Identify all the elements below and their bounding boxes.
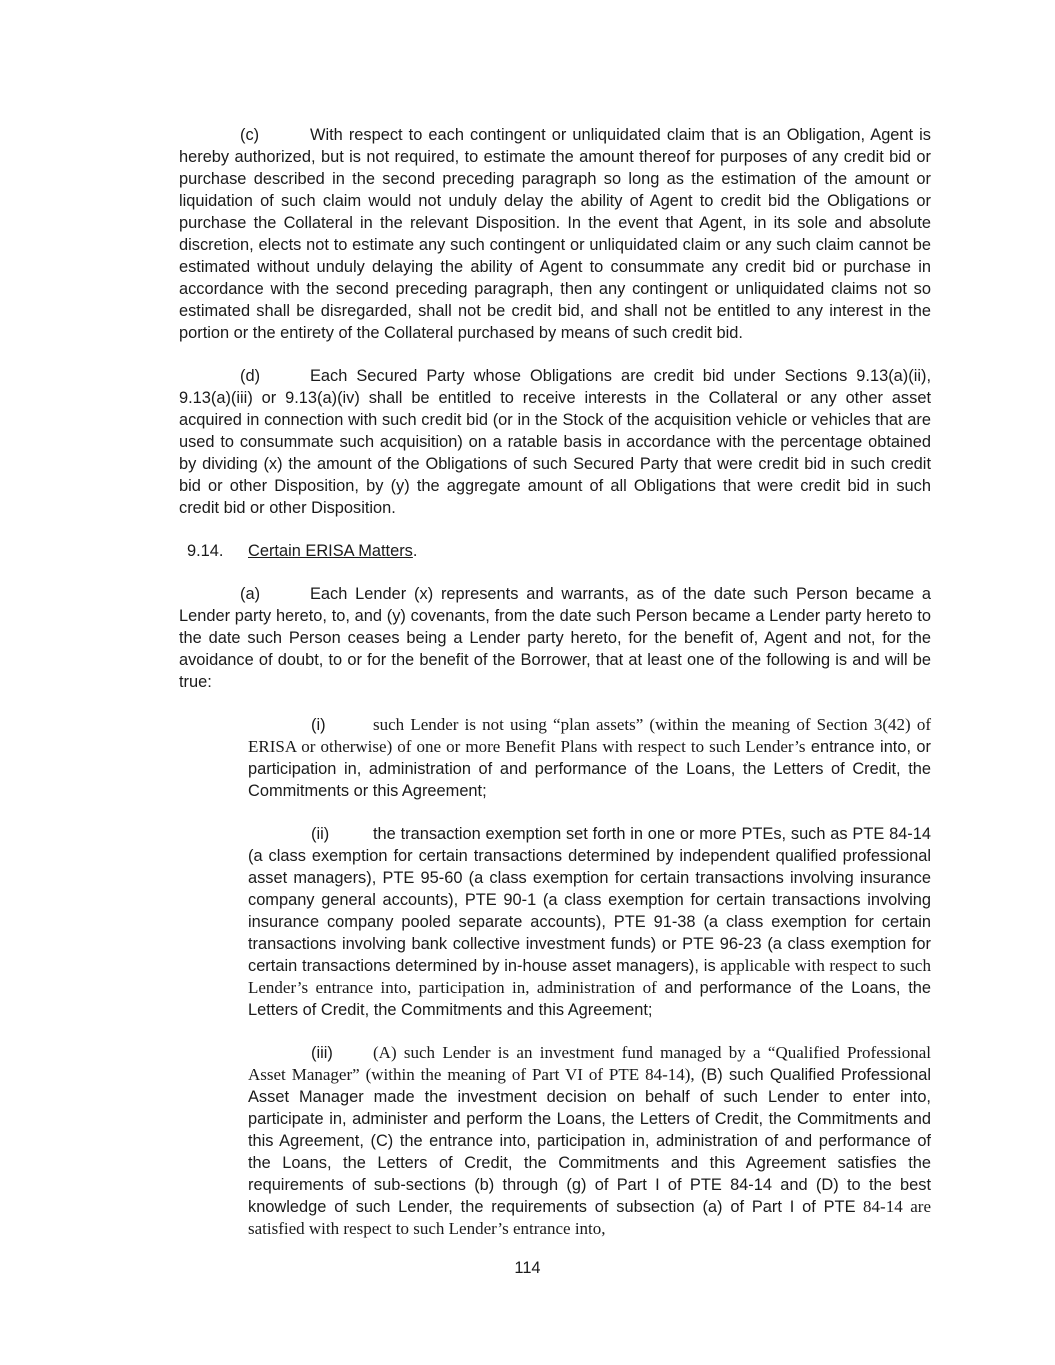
subparagraph-iii [248,1042,931,1240]
paragraph-text: Each Secured Party whose Obligations are credit bid under Sections 9.13(a)(ii), 9.13(a)(iii) or 9.13(a)(iv) shall be entitled to receive interests in the Collateral or any other asset acquired in connection with such credit bid (or in the Stock of the acquisition vehicle or vehicles that are used to consummate such acquisition) on a ratable basis in accordance with the percentage obtained by dividing (x) the amount of the Obligations of such Secured Party that were credit bid in such credit bid or other Disposition, by (y) the aggregate amount of all Obligations that were credit bid in such credit bid or other Disposition. [179,367,931,517]
paragraph-c [179,124,931,344]
paragraph-label: (a) [240,585,261,603]
subparagraph-text-serif: (A) such Lender is an investment fund managed by a “Qualified Professional Asset Manager” (within the meaning of Part VI of PTE 84-14), [248,1043,931,1084]
paragraph-text: With respect to each contingent or unliquidated claim that is an Obligation, Agent is hereby authorized, but is not required, to estimate the amount thereof for purposes of any credit bid or purchase described in the second preceding paragraph so long as the estimation of the amount or liquidation of such claim would not unduly delay the ability of Agent to credit bid the Obligations or purchase the Collateral in the relevant Disposition. In the event that Agent, in its sole and absolute discretion, elects not to estimate any such contingent or unliquidated claim or any such claim cannot be estimated without unduly delaying the ability of Agent to consummate any credit bid or purchase in accordance with the second preceding paragraph, then any contingent or unliquidated claims not so estimated shall be disregarded, shall not be credit bid, and shall not be entitled to any interest in the portion or the entirety of the Collateral purchased by means of such credit bid. [179,126,931,342]
document-page [179,124,931,1261]
section-title: Certain ERISA Matters [248,542,413,560]
subparagraph-text: the transaction exemption set forth in one or more PTEs, such as PTE 84-14 (a class exemption for certain transactions determined by independent qualified professional asset managers), PTE 95-60 (a class exemption for certain transactions involving insurance company general accounts), PTE 90-1 (a class exemption for certain transactions involving insurance company pooled separate accounts), PTE 91-38 (a class exemption for certain transactions involving bank collective investment funds) or PTE 96-23 (a class exemption for certain transactions determined by in-house asset managers), is [248,825,931,975]
subparagraph-ii [248,823,931,1021]
subparagraph-text-serif: applicable with respect to such Lender’s entrance into, participation in, administration of [248,956,931,997]
paragraph-label: (d) [240,367,261,385]
subparagraph-text: entrance into, or participation in, administration of and performance of the Loans, the Letters of Credit, the Commitments or this Agreement; [248,738,931,800]
subparagraph-text-end: and performance of the Loans, the Letters of Credit, the Commitments and this Agreement; [248,979,932,1019]
subparagraph-i [248,714,931,802]
subparagraph-text: (B) such Qualified Professional Asset Manager made the investment decision on behalf of such Lender to enter into, participate in, administer and perform the Loans, the Letters of Credit, the Commitments and this Agreement, (C) the entrance into, participation in, administration of and performance of the Loans, the Letters of Credit, the Commitments and this Agreement satisfies the requirements of sub-sections (b) through (g) of Part I of PTE 84-14 and (D) to the best knowledge of such Lender, the requirements of subsection (a) of Part I of PTE [248,1066,931,1216]
subparagraph-label: (i) [311,716,326,734]
subparagraph-label: (iii) [311,1044,333,1062]
page-number: 114 [514,1259,541,1277]
paragraph-a [179,583,931,693]
section-heading [187,540,931,562]
section-number: 9.14. [187,542,224,560]
paragraph-label: (c) [240,126,260,144]
subparagraph-text-serif: such Lender is not using “plan assets” (within the meaning of Section 3(42) of ERISA or otherwise) of one or more Benefit Plans with respect to such Lender’s [248,715,931,756]
section-title-end: . [412,542,418,560]
subparagraph-label: (ii) [311,825,330,843]
subparagraph-text-serif-end: 84-14 are satisfied with respect to such Lender’s entrance into, [248,1197,931,1238]
paragraph-d [179,365,931,519]
paragraph-text: Each Lender (x) represents and warrants, as of the date such Person became a Lender party hereto, to, and (y) covenants, from the date such Person became a Lender party hereto to the date such Person ceases being a Lender party hereto, for the benefit of, Agent and not, for the avoidance of doubt, to or for the benefit of the Borrower, that at least one of the following is and will be true: [179,585,931,691]
